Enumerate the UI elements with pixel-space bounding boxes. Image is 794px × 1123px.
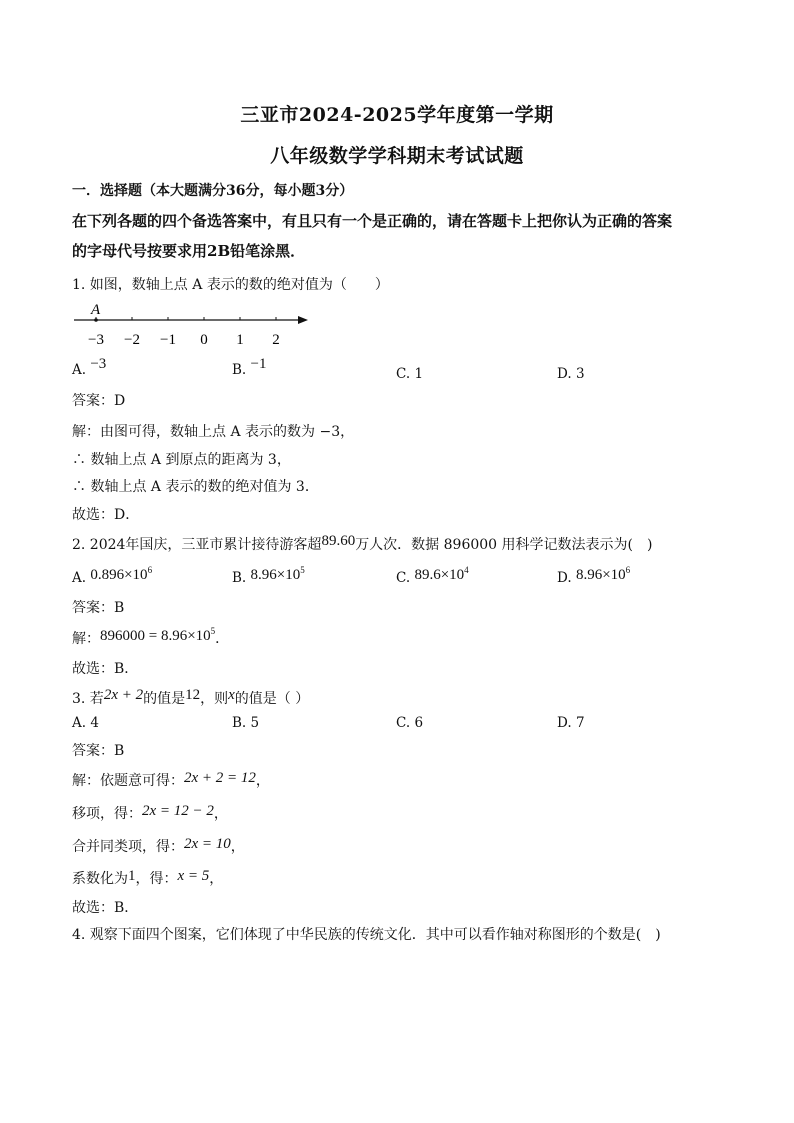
step-text: 解：依题意可得： — [72, 773, 184, 789]
option-value: −3 — [90, 356, 107, 372]
option-value: 5 — [250, 715, 260, 731]
q1-conclusion: 故选：D． — [72, 507, 140, 523]
q2-solution-label: 解： — [72, 631, 100, 647]
step-end: ， — [209, 871, 224, 887]
option-mantissa: 0.896×10 — [90, 567, 148, 583]
option-letter: C. — [396, 570, 411, 586]
q2-solution-exponent: 5 — [210, 626, 216, 636]
q1-solution-line2: ∴ 数轴上点 A 到原点的距离为 3， — [72, 452, 291, 468]
step-math: 2x + 2 = 12 — [184, 770, 256, 786]
q2-solution — [72, 628, 229, 648]
q1-option-d — [557, 366, 585, 382]
option-letter: D. — [557, 366, 572, 382]
step-text: 合并同类项，得： — [72, 839, 184, 855]
q3-stem-value: 12 — [185, 687, 201, 703]
q3-step2 — [72, 803, 228, 823]
option-letter: B. — [232, 715, 247, 731]
q2-stem — [72, 534, 652, 554]
option-value: 7 — [575, 715, 585, 731]
q2-stem-text-end: 万人次．数据 896000 用科学记数法表示为( ) — [355, 537, 653, 553]
q3-conclusion: 故选：B． — [72, 900, 139, 916]
option-mantissa: 89.6×10 — [414, 567, 465, 583]
q2-option-b — [232, 565, 305, 587]
option-letter: D. — [557, 570, 572, 586]
section-heading: 一．选择题（本大题满分36分，每小题3分） — [72, 183, 354, 199]
q2-conclusion: 故选：B． — [72, 661, 139, 677]
q4-stem: 4. 观察下面四个图案，它们体现了中华民族的传统文化．其中可以看作轴对称图形的个数是( ) — [72, 927, 661, 943]
option-exponent: 5 — [300, 565, 305, 575]
q1-number-line — [72, 300, 312, 352]
option-letter: C. — [396, 715, 411, 731]
q2-solution-end: ． — [215, 631, 230, 647]
option-value: 3 — [575, 366, 585, 382]
q1-option-a — [72, 356, 107, 379]
number-line-point-label: A — [91, 302, 101, 318]
q3-stem-text: 3. 若 — [72, 691, 104, 707]
option-value: 1 — [414, 366, 424, 382]
q3-stem-variable: x — [228, 687, 235, 703]
q1-option-c — [396, 366, 423, 382]
option-value: 6 — [414, 715, 424, 731]
q3-step3 — [72, 836, 245, 856]
step-end: ， — [255, 773, 270, 789]
q3-step1 — [72, 770, 270, 790]
option-value: 4 — [90, 715, 99, 731]
step-math: x = 5 — [177, 868, 210, 884]
option-mantissa: 8.96×10 — [250, 567, 301, 583]
q2-option-a — [72, 565, 153, 587]
step-text-2: ，得： — [135, 871, 178, 887]
number-line-ticks — [88, 317, 280, 348]
q3-stem-text-end: 的值是（ ） — [234, 691, 310, 707]
exam-title-line2: 八年级数学学科期末考试试题 — [270, 145, 524, 167]
step-end: ， — [213, 806, 228, 822]
exam-title-line1: 三亚市2024-2025学年度第一学期 — [240, 104, 554, 126]
q3-stem-text-mid2: ，则 — [200, 691, 229, 707]
option-letter: A. — [72, 362, 87, 378]
number-line-tick-label: −3 — [88, 332, 104, 348]
option-letter: B. — [232, 362, 247, 378]
option-exponent: 6 — [147, 565, 153, 575]
q3-step4 — [72, 868, 223, 888]
q2-stem-text: 2. 2024年国庆，三亚市累计接待游客超 — [72, 537, 322, 553]
section-instruction-line2: 的字母代号按要求用2B铅笔涂黑． — [72, 242, 306, 260]
section-instruction-line1: 在下列各题的四个备选答案中，有且只有一个是正确的，请在答题卡上把你认为正确的答案 — [72, 212, 673, 230]
step-math: 2x = 10 — [184, 836, 231, 852]
q3-option-b — [232, 715, 259, 731]
number-line-tick-label: −1 — [160, 332, 176, 348]
step-math-coefficient: 1 — [128, 868, 136, 884]
option-letter: A. — [72, 570, 87, 586]
q3-option-a — [72, 715, 99, 731]
q1-solution-line1: 解：由图可得，数轴上点 A 表示的数为 −3， — [72, 424, 355, 440]
q3-option-c — [396, 715, 423, 731]
q3-option-d — [557, 715, 585, 731]
q2-solution-math: 896000 = 8.96×10 — [100, 628, 211, 644]
option-letter: C. — [396, 366, 411, 382]
number-line-point-a — [94, 318, 98, 322]
number-line-tick-label: 1 — [236, 332, 244, 348]
option-letter: A. — [72, 715, 87, 731]
q3-stem-text-mid: 的值是 — [143, 691, 186, 707]
q1-stem: 1. 如图，数轴上点 A 表示的数的绝对值为（ ） — [72, 277, 389, 293]
q2-answer: 答案：B — [72, 600, 125, 616]
number-line-tick-label: 0 — [200, 332, 208, 348]
q1-solution-line3: ∴ 数轴上点 A 表示的数的绝对值为 3． — [72, 479, 319, 495]
option-exponent: 4 — [464, 565, 469, 575]
q1-option-b — [232, 356, 267, 379]
option-value: −1 — [250, 356, 267, 372]
number-line-tick-label: −2 — [124, 332, 140, 348]
option-letter: D. — [557, 715, 572, 731]
step-math: 2x = 12 − 2 — [142, 803, 214, 819]
q3-stem-expression: 2x + 2 — [103, 687, 144, 703]
number-line-tick-label: 2 — [272, 332, 280, 348]
q1-answer: 答案：D — [72, 393, 126, 409]
q2-option-c — [396, 565, 469, 587]
number-line-arrow-icon — [298, 316, 308, 324]
option-letter: B. — [232, 570, 247, 586]
option-exponent: 6 — [625, 565, 631, 575]
option-mantissa: 8.96×10 — [575, 567, 626, 583]
q3-answer: 答案：B — [72, 743, 125, 759]
q3-stem — [72, 688, 309, 708]
q2-stem-number: 89.60 — [321, 533, 356, 549]
step-text: 系数化为 — [72, 871, 128, 887]
step-text: 移项，得： — [72, 806, 142, 822]
q2-option-d — [557, 565, 631, 587]
step-end: ， — [230, 839, 245, 855]
